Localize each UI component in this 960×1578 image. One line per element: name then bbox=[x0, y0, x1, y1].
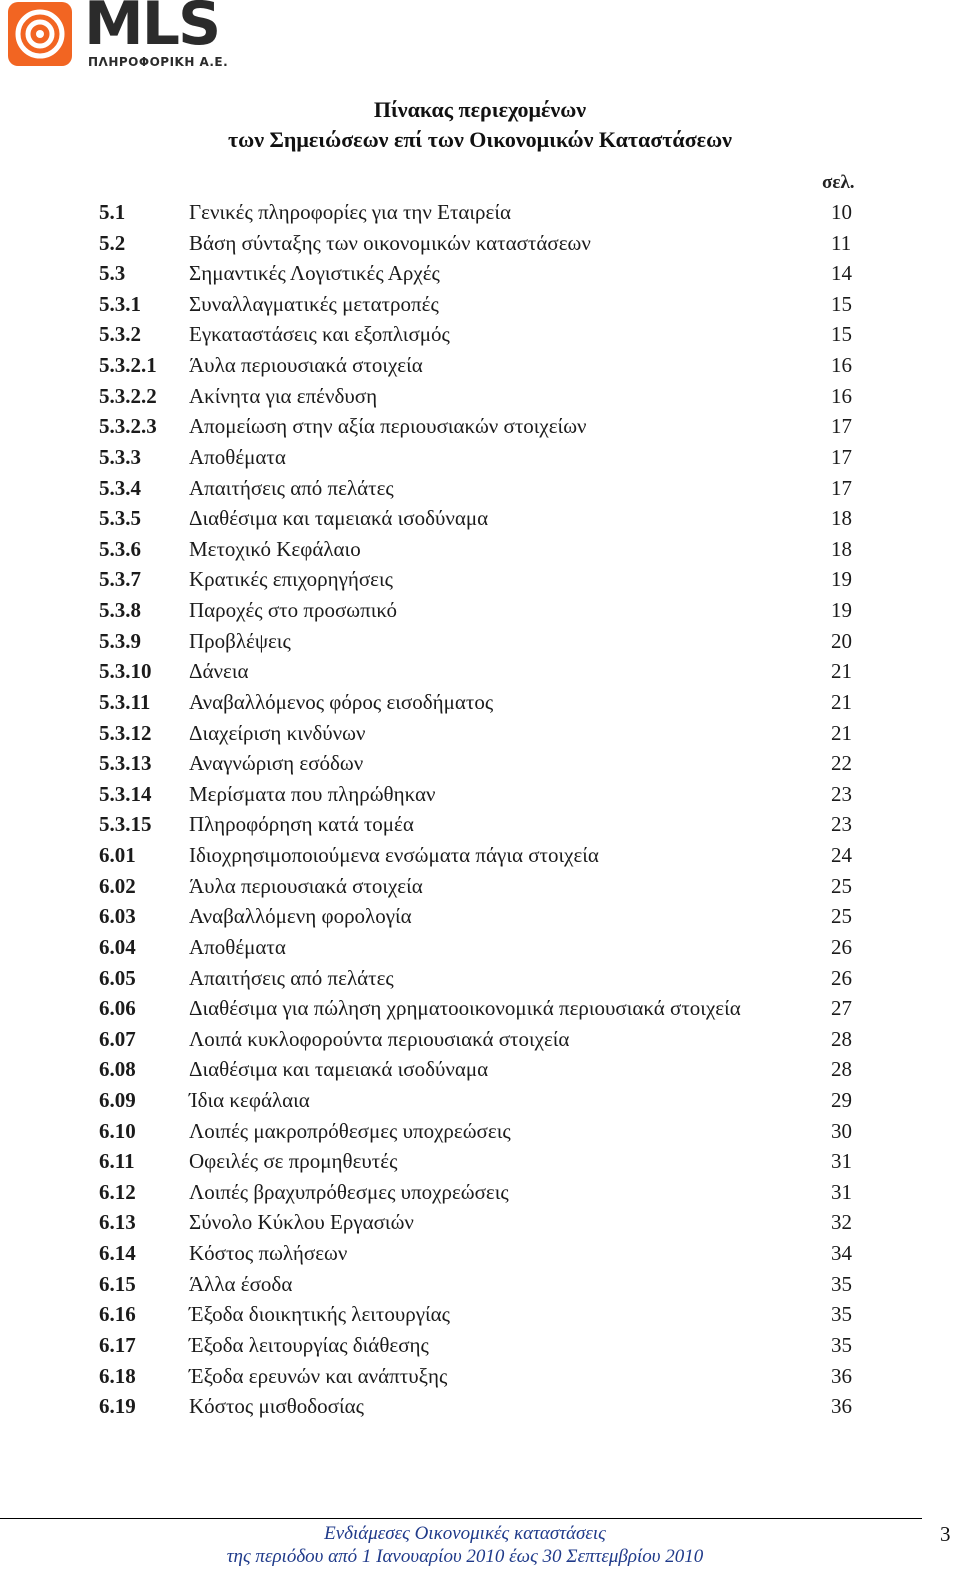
page-column-header: σελ. bbox=[822, 172, 855, 193]
toc-entry bbox=[0, 1364, 960, 1394]
toc-entry bbox=[0, 322, 960, 352]
toc-entry bbox=[0, 690, 960, 720]
section-title: Ιδιοχρησιμοποιούμενα ενσώματα πάγια στοιχεία bbox=[189, 843, 599, 868]
section-number: 6.10 bbox=[99, 1118, 136, 1143]
page-ref: 21 bbox=[831, 659, 852, 684]
page-ref: 15 bbox=[831, 322, 852, 347]
section-title: Λοιπές μακροπρόθεσμες υποχρεώσεις bbox=[189, 1118, 511, 1143]
section-number: 6.18 bbox=[99, 1363, 136, 1388]
document-title bbox=[0, 95, 960, 155]
section-title: Απαιτήσεις από πελάτες bbox=[189, 475, 394, 500]
toc-entry bbox=[0, 904, 960, 934]
toc-entry bbox=[0, 353, 960, 383]
toc-entry bbox=[0, 874, 960, 904]
section-number: 5.3.1 bbox=[99, 291, 141, 316]
section-title: Παροχές στο προσωπικό bbox=[189, 598, 397, 623]
section-number: 5.3.8 bbox=[99, 598, 141, 623]
page-ref: 17 bbox=[831, 414, 852, 439]
page-ref: 17 bbox=[831, 444, 852, 469]
toc-entry bbox=[0, 1272, 960, 1302]
section-number: 6.17 bbox=[99, 1332, 136, 1357]
toc-entry bbox=[0, 598, 960, 628]
footer-line-2: της περιόδου από 1 Ιανουαρίου 2010 έως 30 Σεπτεμβρίου 2010 bbox=[226, 1546, 704, 1567]
toc-entry bbox=[0, 261, 960, 291]
page-ref: 35 bbox=[831, 1302, 852, 1327]
section-title: Συναλλαγματικές μετατροπές bbox=[189, 291, 439, 316]
toc-entry bbox=[0, 1149, 960, 1179]
page-ref: 17 bbox=[831, 475, 852, 500]
page-ref: 27 bbox=[831, 996, 852, 1021]
page-ref: 18 bbox=[831, 536, 852, 561]
page-ref: 15 bbox=[831, 291, 852, 316]
section-number: 6.05 bbox=[99, 965, 136, 990]
section-title: Άυλα περιουσιακά στοιχεία bbox=[189, 353, 423, 378]
section-title: Λοιπά κυκλοφορούντα περιουσιακά στοιχεία bbox=[189, 1026, 570, 1051]
page-ref: 35 bbox=[831, 1271, 852, 1296]
section-title: Προβλέψεις bbox=[189, 628, 291, 653]
toc-entry bbox=[0, 567, 960, 597]
page-ref: 31 bbox=[831, 1149, 852, 1174]
section-number: 6.16 bbox=[99, 1302, 136, 1327]
section-number: 5.3.11 bbox=[99, 689, 151, 714]
section-title: Λοιπές βραχυπρόθεσμες υποχρεώσεις bbox=[189, 1179, 509, 1204]
page-ref: 29 bbox=[831, 1087, 852, 1112]
page-ref: 11 bbox=[831, 230, 852, 255]
mls-logo-icon bbox=[8, 2, 72, 66]
footer-line-1: Ενδιάμεσες Οικονομικές καταστάσεις bbox=[324, 1523, 606, 1544]
section-number: 5.2 bbox=[99, 230, 126, 255]
page-ref: 10 bbox=[831, 200, 852, 224]
section-title: Έξοδα λειτουργίας διάθεσης bbox=[189, 1332, 429, 1357]
section-title: Απομείωση στην αξία περιουσιακών στοιχείων bbox=[189, 414, 587, 439]
section-number: 6.07 bbox=[99, 1026, 136, 1051]
section-title: Μερίσματα που πληρώθηκαν bbox=[189, 781, 436, 806]
section-title: Κόστος μισθοδοσίας bbox=[189, 1394, 364, 1419]
section-number: 5.3.4 bbox=[99, 475, 141, 500]
toc-entry bbox=[0, 476, 960, 506]
section-title: Αναβαλλόμενος φόρος εισοδήματος bbox=[189, 689, 494, 714]
toc-entry bbox=[0, 1302, 960, 1332]
section-title: Διαθέσιμα και ταμειακά ισοδύναμα bbox=[189, 506, 489, 531]
toc-entry bbox=[0, 751, 960, 781]
page-ref: 18 bbox=[831, 506, 852, 531]
section-number: 6.06 bbox=[99, 996, 136, 1021]
page-number: 3 bbox=[940, 1522, 951, 1546]
toc-entry bbox=[0, 537, 960, 567]
page-ref: 23 bbox=[831, 781, 852, 806]
section-title: Άλλα έσοδα bbox=[189, 1271, 293, 1296]
page-ref: 21 bbox=[831, 689, 852, 714]
footer-divider bbox=[0, 1518, 922, 1519]
toc-entry bbox=[0, 506, 960, 536]
page-ref: 32 bbox=[831, 1210, 852, 1235]
section-number: 6.15 bbox=[99, 1271, 136, 1296]
section-number: 5.3.3 bbox=[99, 444, 141, 469]
toc-entry bbox=[0, 1394, 960, 1424]
section-number: 6.08 bbox=[99, 1057, 136, 1082]
page-ref: 22 bbox=[831, 751, 852, 776]
page-ref: 16 bbox=[831, 353, 852, 378]
section-number: 6.11 bbox=[99, 1149, 135, 1174]
toc-entry bbox=[0, 721, 960, 751]
page-ref: 35 bbox=[831, 1332, 852, 1357]
section-title: Κρατικές επιχορηγήσεις bbox=[189, 567, 393, 592]
toc-entry bbox=[0, 782, 960, 812]
section-number: 6.01 bbox=[99, 843, 136, 868]
section-number: 5.3.2 bbox=[99, 322, 141, 347]
page-ref: 19 bbox=[831, 567, 852, 592]
section-title: Απαιτήσεις από πελάτες bbox=[189, 965, 394, 990]
section-title: Αναγνώριση εσόδων bbox=[189, 751, 364, 776]
section-number: 6.02 bbox=[99, 873, 136, 898]
toc-entry bbox=[0, 1333, 960, 1363]
section-title: Δάνεια bbox=[189, 659, 249, 684]
logo-subtitle: ΠΛΗΡΟΦΟΡΙΚΗ Α.Ε. bbox=[88, 55, 229, 69]
page-ref: 25 bbox=[831, 873, 852, 898]
section-number: 5.3.15 bbox=[99, 812, 152, 837]
toc-entry bbox=[0, 1027, 960, 1057]
toc-entry bbox=[0, 200, 960, 230]
page-ref: 25 bbox=[831, 904, 852, 929]
logo-name: MLS bbox=[84, 0, 220, 59]
section-title: Έξοδα ερευνών και ανάπτυξης bbox=[189, 1363, 448, 1388]
toc-entry bbox=[0, 996, 960, 1026]
section-title: Αναβαλλόμενη φορολογία bbox=[189, 904, 412, 929]
company-logo bbox=[8, 2, 238, 72]
section-title: Οφειλές σε προμηθευτές bbox=[189, 1149, 398, 1174]
page-ref: 31 bbox=[831, 1179, 852, 1204]
page-ref: 30 bbox=[831, 1118, 852, 1143]
section-number: 5.3.2.3 bbox=[99, 414, 157, 439]
section-number: 6.19 bbox=[99, 1394, 136, 1419]
section-number: 5.3 bbox=[99, 261, 126, 286]
section-number: 5.3.7 bbox=[99, 567, 141, 592]
toc-entry bbox=[0, 1088, 960, 1118]
page-ref: 19 bbox=[831, 598, 852, 623]
title-line-2: των Σημειώσεων επί των Οικονομικών Καταστάσεων bbox=[228, 127, 732, 152]
toc-entry bbox=[0, 935, 960, 965]
toc-entry bbox=[0, 629, 960, 659]
section-title: Σύνολο Κύκλου Εργασιών bbox=[189, 1210, 414, 1235]
section-number: 5.3.9 bbox=[99, 628, 141, 653]
page-ref: 34 bbox=[831, 1241, 852, 1266]
section-number: 6.03 bbox=[99, 904, 136, 929]
section-title: Διαχείριση κινδύνων bbox=[189, 720, 366, 745]
toc-entry bbox=[0, 445, 960, 475]
section-number: 6.12 bbox=[99, 1179, 136, 1204]
page-ref: 21 bbox=[831, 720, 852, 745]
section-number: 5.3.14 bbox=[99, 781, 152, 806]
section-title: Ακίνητα για επένδυση bbox=[189, 383, 378, 408]
toc-entry bbox=[0, 1210, 960, 1240]
page-ref: 20 bbox=[831, 628, 852, 653]
section-number: 5.3.6 bbox=[99, 536, 141, 561]
section-number: 5.3.2.1 bbox=[99, 353, 157, 378]
section-title: Αποθέματα bbox=[189, 934, 286, 959]
toc-entry bbox=[0, 812, 960, 842]
section-number: 6.14 bbox=[99, 1241, 136, 1266]
toc-entry bbox=[0, 1241, 960, 1271]
section-title: Διαθέσιμα και ταμειακά ισοδύναμα bbox=[189, 1057, 489, 1082]
section-number: 5.3.12 bbox=[99, 720, 152, 745]
section-number: 6.13 bbox=[99, 1210, 136, 1235]
toc-entry bbox=[0, 1057, 960, 1087]
footer bbox=[0, 1522, 930, 1568]
section-number: 6.09 bbox=[99, 1087, 136, 1112]
toc-entry bbox=[0, 843, 960, 873]
section-number: 5.3.10 bbox=[99, 659, 152, 684]
page-ref: 26 bbox=[831, 934, 852, 959]
page-ref: 26 bbox=[831, 965, 852, 990]
section-title: Σημαντικές Λογιστικές Αρχές bbox=[189, 261, 440, 286]
section-title: Βάση σύνταξης των οικονομικών καταστάσεων bbox=[189, 230, 591, 255]
section-number: 6.04 bbox=[99, 934, 136, 959]
page-ref: 36 bbox=[831, 1394, 852, 1419]
section-title: Μετοχικό Κεφάλαιο bbox=[189, 536, 361, 561]
page-ref: 23 bbox=[831, 812, 852, 837]
toc-entry bbox=[0, 659, 960, 689]
page-ref: 28 bbox=[831, 1057, 852, 1082]
section-title: Έξοδα διοικητικής λειτουργίας bbox=[189, 1302, 450, 1327]
toc-entry bbox=[0, 231, 960, 261]
toc-entry bbox=[0, 384, 960, 414]
title-line-1: Πίνακας περιεχομένων bbox=[373, 97, 587, 122]
toc-entry bbox=[0, 1119, 960, 1149]
section-number: 5.3.13 bbox=[99, 751, 152, 776]
page-ref: 28 bbox=[831, 1026, 852, 1051]
section-title: Πληροφόρηση κατά τομέα bbox=[189, 812, 414, 837]
toc-entry bbox=[0, 966, 960, 996]
section-title: Άυλα περιουσιακά στοιχεία bbox=[189, 873, 423, 898]
toc-entry bbox=[0, 292, 960, 322]
toc-entry bbox=[0, 1180, 960, 1210]
section-number: 5.3.5 bbox=[99, 506, 141, 531]
page-ref: 24 bbox=[831, 843, 852, 868]
section-number: 5.1 bbox=[99, 200, 126, 224]
section-title: Εγκαταστάσεις και εξοπλισμός bbox=[189, 322, 450, 347]
section-title: Διαθέσιμα για πώληση χρηματοοικονομικά περιουσιακά στοιχεία bbox=[189, 996, 741, 1021]
page-ref: 16 bbox=[831, 383, 852, 408]
section-number: 5.3.2.2 bbox=[99, 383, 157, 408]
page-ref: 36 bbox=[831, 1363, 852, 1388]
section-title: Κόστος πωλήσεων bbox=[189, 1241, 348, 1266]
section-title: Ίδια κεφάλαια bbox=[189, 1087, 310, 1112]
section-title: Γενικές πληροφορίες για την Εταιρεία bbox=[189, 200, 511, 224]
section-title: Αποθέματα bbox=[189, 444, 286, 469]
toc-entry bbox=[0, 414, 960, 444]
page-ref: 14 bbox=[831, 261, 852, 286]
